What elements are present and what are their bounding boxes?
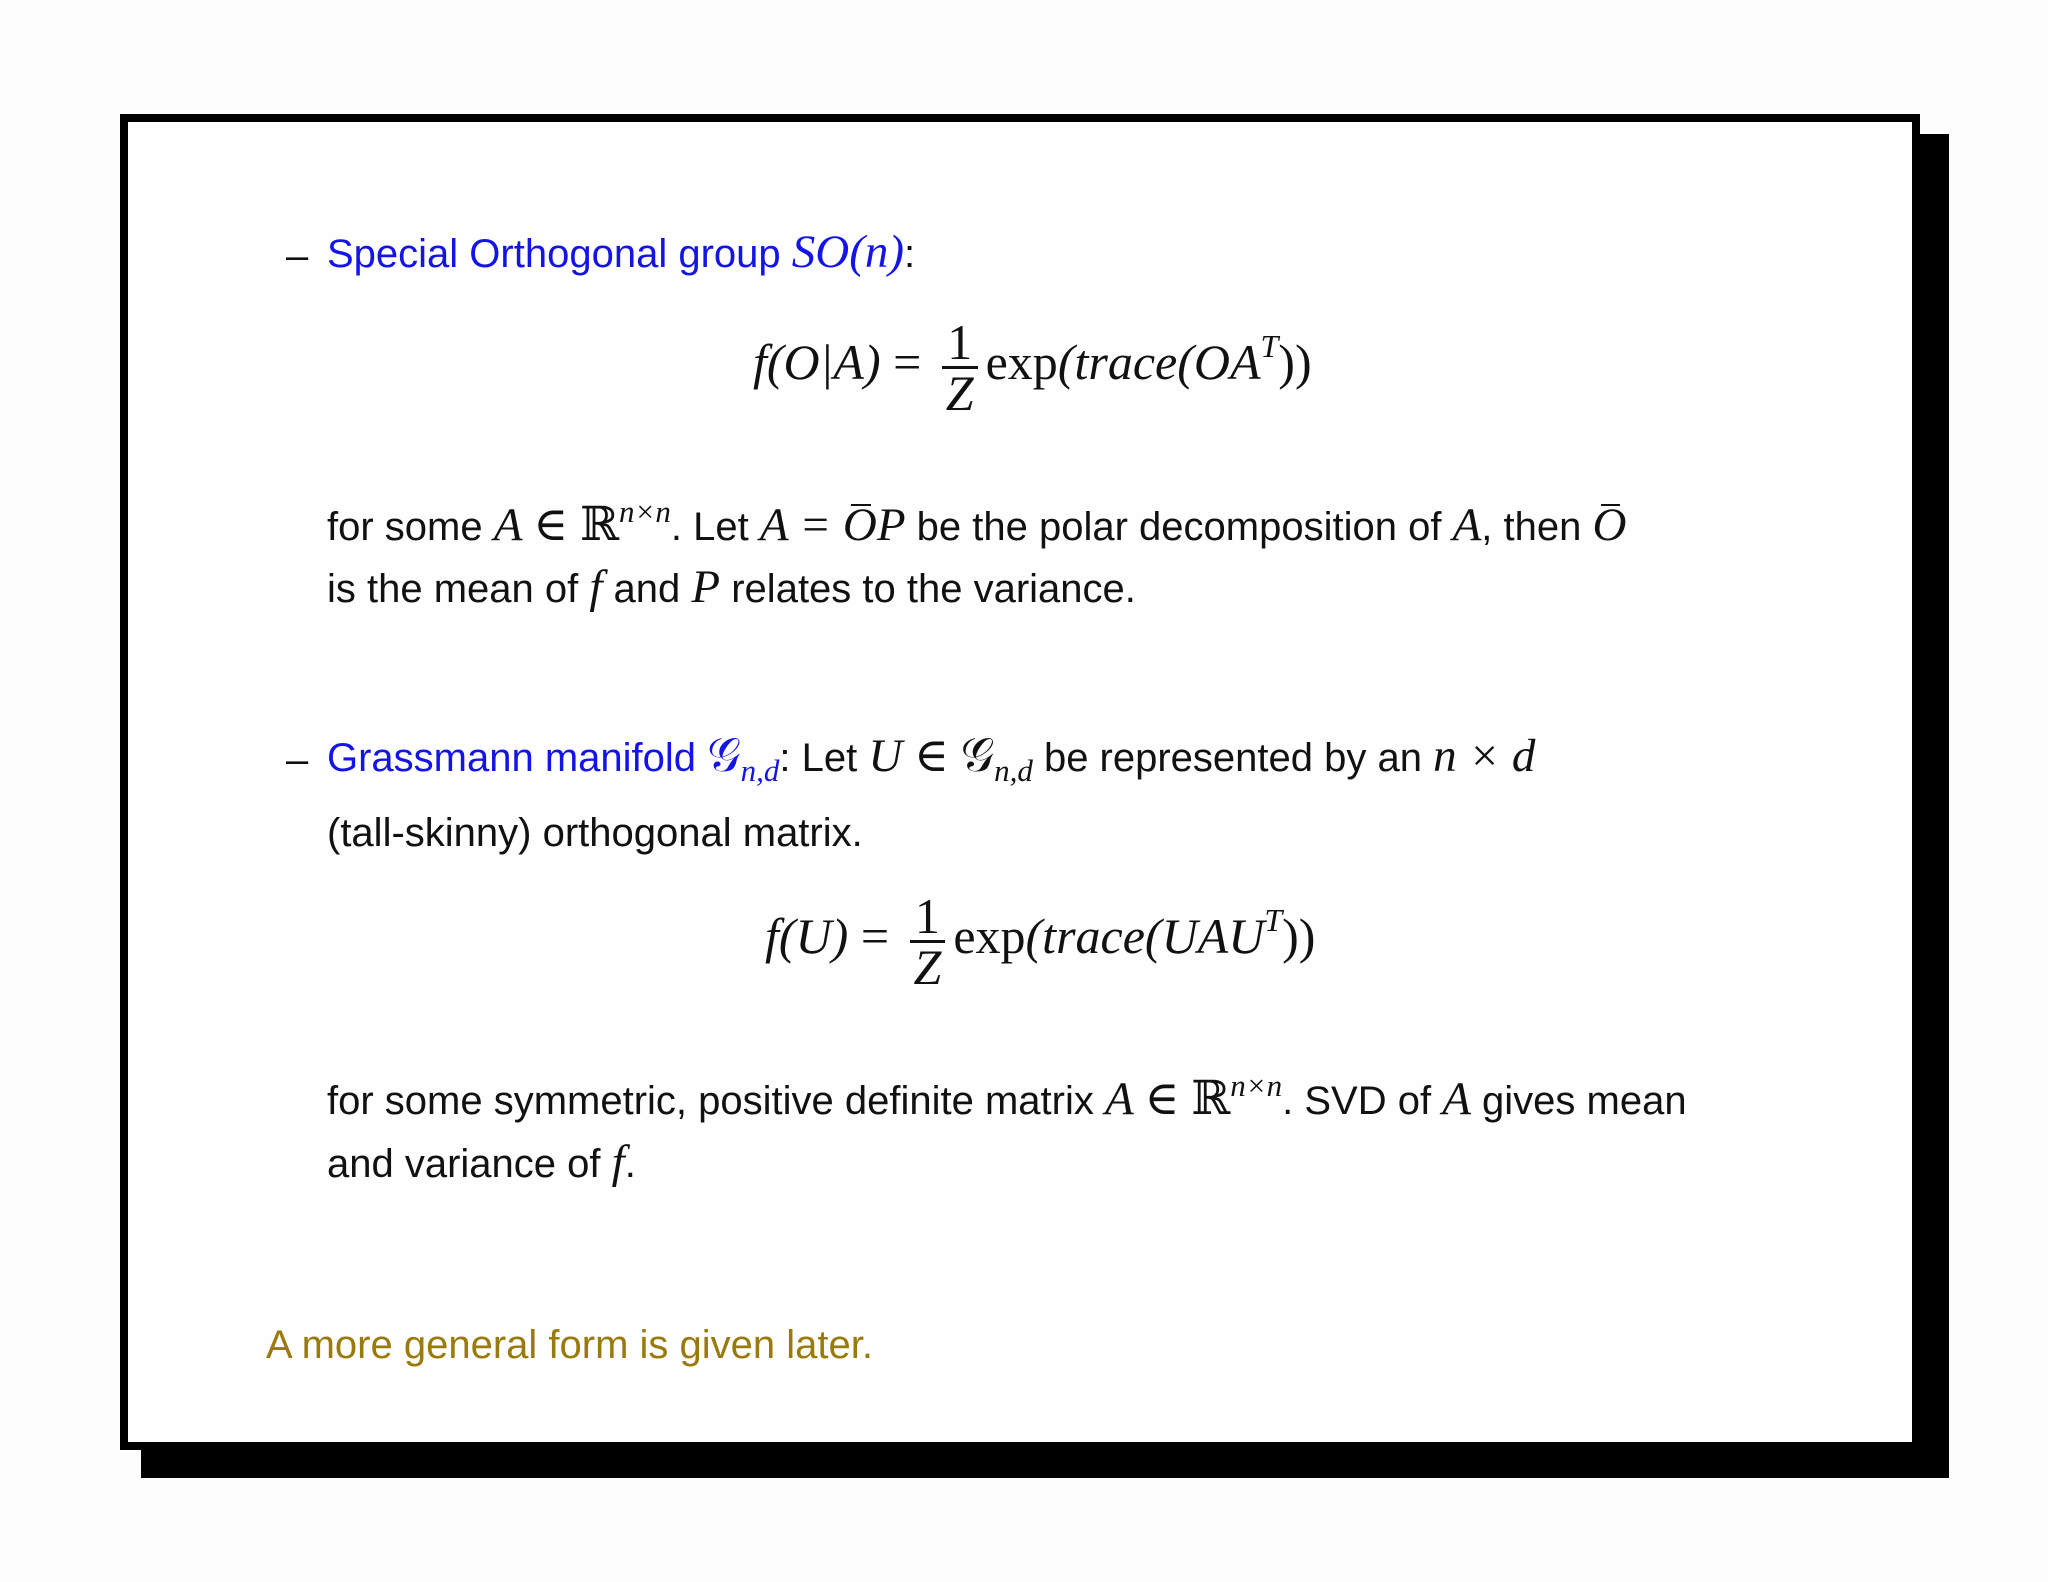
math-span: U [868, 730, 903, 782]
so-text-line1 [327, 488, 1626, 551]
so-title-math: SO(n) [791, 226, 905, 278]
gr-title-sub: n,d [740, 753, 780, 788]
math-obar: O [842, 499, 877, 551]
gr-eq-sup: T [1264, 902, 1283, 938]
math-superscript: n×n [1230, 1068, 1283, 1103]
gr-eq-lhs: f(U) [765, 908, 849, 964]
so-eq-lhs: f(O|A) [753, 334, 881, 390]
bullet-dash: – [286, 738, 309, 782]
gr-text-line3 [327, 1062, 1687, 1125]
math-obar: O [1592, 499, 1627, 551]
gr-title-math: 𝒢 [707, 728, 741, 783]
text-span: : [779, 736, 791, 780]
footer-note: A more general form is given later. [266, 1323, 873, 1367]
so-frac-den: Z [942, 366, 978, 417]
text-span: is the mean of [327, 567, 590, 611]
math-span: A [1442, 1073, 1471, 1125]
gr-frac-num: 1 [914, 888, 940, 945]
gr-eq-fraction [910, 888, 946, 996]
reals-symbol: ℝ [1191, 1071, 1231, 1126]
text-span: be represented by an [1032, 736, 1434, 780]
gr-heading [327, 728, 1536, 795]
text-span: , then [1481, 505, 1593, 549]
so-title: Special Orthogonal group [327, 232, 781, 276]
so-eq-sup: T [1260, 328, 1279, 364]
so-heading [327, 228, 915, 278]
so-frac-num: 1 [947, 314, 973, 371]
math-span: P [691, 561, 721, 613]
gr-equation [765, 888, 1316, 996]
text-span: . SVD of [1282, 1079, 1443, 1123]
gr-frac-den: Z [910, 940, 946, 991]
math-span: A [1452, 499, 1482, 551]
so-eq-close: )) [1278, 334, 1312, 390]
math-span: f [611, 1136, 625, 1188]
text-span: and variance of [327, 1142, 612, 1186]
gr-text-line4 [327, 1138, 636, 1188]
so-text-line2 [327, 563, 1136, 613]
text-span: be the polar decomposition of [905, 505, 1453, 549]
math-span: 𝒢 [960, 728, 995, 783]
so-title-colon: : [904, 232, 916, 276]
text-span: for some symmetric, positive definite matrix [327, 1079, 1105, 1123]
slide [120, 114, 1920, 1450]
reals-symbol: ℝ [579, 497, 619, 552]
math-superscript: n×n [618, 494, 671, 529]
text-span: . Let [670, 505, 760, 549]
gr-title: Grassmann manifold [327, 736, 697, 780]
gr-eq-close: )) [1282, 908, 1316, 964]
math-subscript: n,d [994, 753, 1033, 788]
text-span: and [602, 567, 692, 611]
text-span: gives mean [1470, 1079, 1687, 1123]
math-span: A = [759, 499, 843, 551]
gr-eq-equals: = [860, 908, 890, 964]
math-span: A ∈ [1105, 1073, 1192, 1125]
text-span: Let [790, 736, 869, 780]
so-eq-exp: exp [985, 334, 1058, 390]
so-eq-rhs: (trace(OA [1057, 334, 1261, 390]
math-span: P [876, 499, 906, 551]
gr-eq-rhs: (trace(UAU [1025, 908, 1265, 964]
math-span: f [589, 561, 603, 613]
gr-text-line2: (tall-skinny) orthogonal matrix. [327, 811, 863, 855]
text-span: for some [327, 505, 494, 549]
so-eq-equals: = [893, 334, 922, 390]
math-span: n × d [1433, 730, 1536, 782]
bullet-dash: – [286, 234, 309, 278]
math-span: A ∈ [493, 499, 580, 551]
text-span: relates to the variance. [720, 567, 1136, 611]
math-span: ∈ [902, 730, 961, 782]
text-span: . [624, 1142, 636, 1186]
so-eq-fraction [942, 314, 978, 422]
gr-eq-exp: exp [953, 908, 1026, 964]
so-equation [753, 314, 1312, 422]
